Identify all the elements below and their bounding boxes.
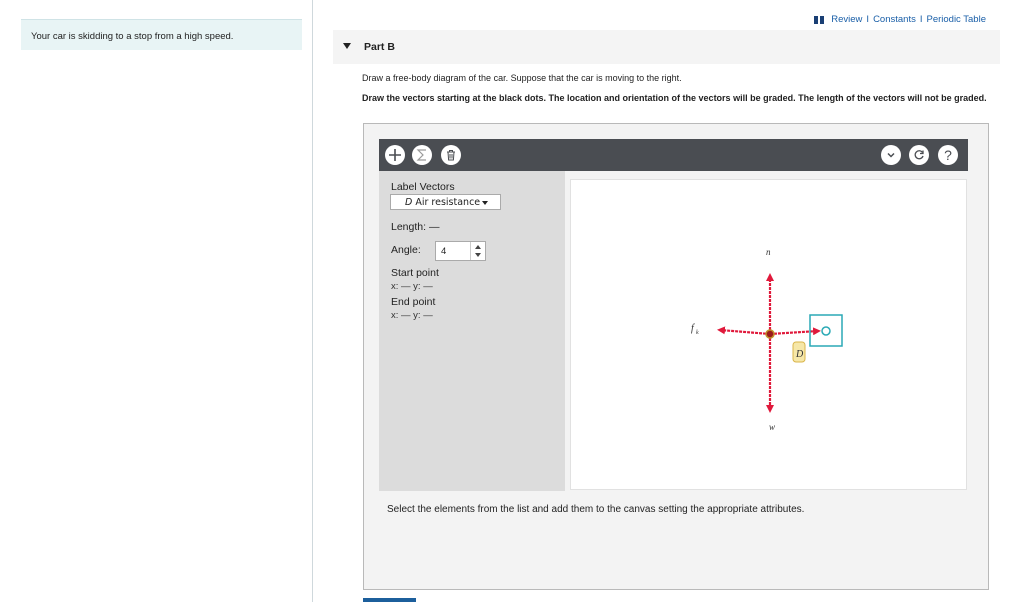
label-friction[interactable]: f [691,323,694,334]
resource-links [814,14,986,25]
part-title: Part B [364,41,395,53]
angle-value: 4 [441,246,447,257]
collapse-caret-icon[interactable] [343,43,351,49]
air-resistance-vector[interactable] [770,331,818,334]
chevron-down-icon[interactable] [881,145,901,165]
label-weight[interactable]: w [769,422,776,432]
dropdown-caret-icon [482,201,488,205]
vector-symbol: D [405,197,413,208]
book-icon [814,16,824,24]
length-row [391,221,439,233]
label-friction-sub: k [696,330,699,336]
vector-properties-panel [379,171,565,491]
start-point-coords: x: — y: — [391,281,433,292]
angle-stepper[interactable] [470,242,485,260]
submit-button[interactable] [363,598,416,602]
label-drag[interactable]: D [796,349,804,360]
problem-statement [21,19,302,50]
length-value: — [428,221,440,233]
part-header[interactable] [333,30,1000,64]
angle-label: Angle: [391,244,421,256]
start-point-label: Start point [391,267,439,279]
periodic-table-link[interactable]: Periodic Table [926,14,986,25]
fbd-diagram[interactable] [571,180,968,491]
instruction-text: Draw a free-body diagram of the car. Suppose that the car is moving to the right. [362,73,682,83]
reset-icon[interactable] [909,145,929,165]
pane-divider [312,0,313,602]
link-separator: I [919,14,923,25]
problem-text: Your car is skidding to a stop from a high speed. [31,31,234,42]
grading-instruction: Draw the vectors starting at the black dots. The location and orientation of the vectors will be graded. The length of the vectors will not be graded. [362,93,987,103]
trash-icon[interactable] [441,145,461,165]
sigma-icon[interactable] [412,145,432,165]
drawing-canvas[interactable] [570,179,967,490]
friction-vector[interactable] [720,330,770,334]
angle-up-icon[interactable] [475,245,481,249]
end-point-label: End point [391,296,436,308]
origin-dot[interactable] [766,330,774,338]
dropdown-value [405,197,480,208]
vector-end-handle[interactable] [822,327,830,335]
review-link[interactable]: Review [831,14,863,25]
constants-link[interactable]: Constants [873,14,916,25]
help-button[interactable]: ? [938,145,958,165]
vector-label-dropdown[interactable] [390,194,501,210]
link-separator: I [866,14,870,25]
instruction-hint: Select the elements from the list and add them to the canvas setting the appropriate attributes. [387,504,805,515]
plus-icon[interactable] [385,145,405,165]
length-label: Length: [391,221,427,233]
vector-label-text: Air resistance [415,197,481,208]
label-normal[interactable]: n [766,247,771,257]
angle-input[interactable] [435,241,486,261]
angle-down-icon[interactable] [475,253,481,257]
drawing-toolbar [379,139,968,171]
label-vectors-heading: Label Vectors [391,181,455,193]
end-point-coords: x: — y: — [391,310,433,321]
